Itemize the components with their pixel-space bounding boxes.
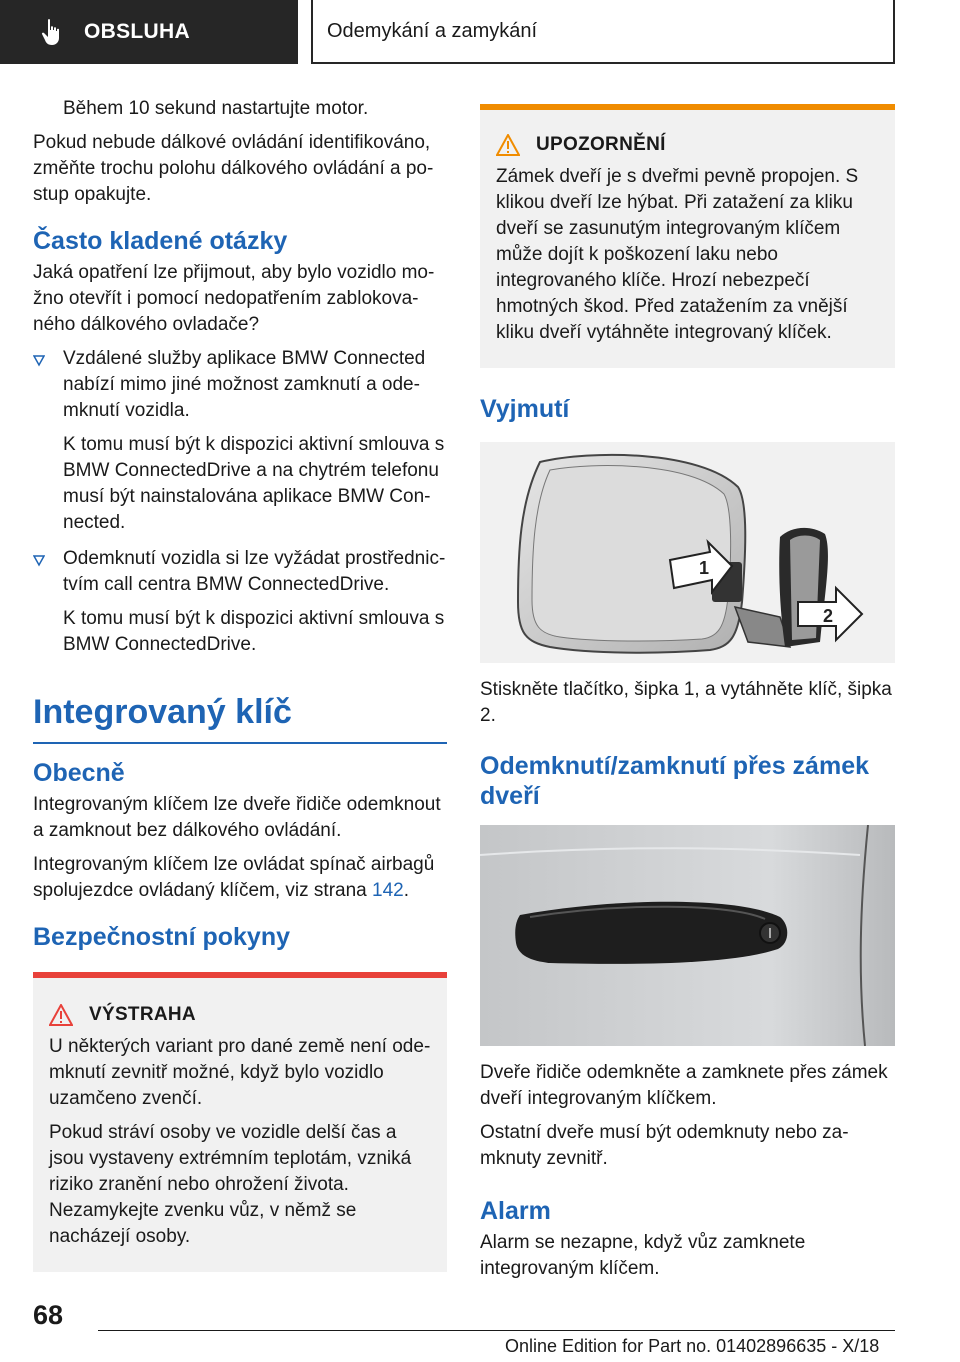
left-column (33, 96, 447, 1272)
caution-box (480, 104, 895, 368)
warning-text-1: U některých variant pro dané země není odemknutí zevnitř možné, když bylo vozidlo uzamčeno zvenčí. (49, 1036, 431, 1109)
faq-heading: Často kladené otázky (33, 227, 288, 255)
warning-box (33, 972, 447, 1272)
arrow-label-2: 2 (823, 606, 834, 626)
warning-title: VÝSTRAHA (89, 1004, 196, 1025)
hand-pointer-icon (40, 18, 66, 46)
alarm-paragraph: Alarm se nezapne, když vůz zamknete integrovaným klíčem. (480, 1232, 806, 1279)
caution-title: UPOZORNĚNÍ (536, 134, 666, 155)
footer-rule (98, 1330, 895, 1331)
edition-text: Online Edition for Part no. 01402896635 - X/18 (505, 1336, 880, 1356)
caution-text: Zámek dveří je s dveřmi pevně propojen. S klikou dveří lze hýbat. Při zatažení za kliku dveří se zasunutým integrovaným klíčem může dojít k poškození laku nebo integrovaného klíče. Hrozí nebezpečí hmotných škod. Před zatažením za vnější kliku dveří vytáhněte integrovaný klíček. (496, 166, 859, 343)
faq-question: Jaká opatření lze přijmout, aby bylo vozidlo možno otevřít i pomocí nedopatřením zablokovaného dálkového ovladače? (33, 262, 435, 335)
door-paragraph-2: Ostatní dveře musí být odemknuty nebo zamknuty zevnitř. (480, 1122, 849, 1169)
bullet-item (33, 346, 447, 544)
paragraph-start-engine: Během 10 sekund nastartujte motor. (63, 98, 369, 119)
door-handle-illustration (480, 825, 895, 1046)
right-column (480, 96, 895, 1290)
door-paragraph-1: Dveře řidiče odemkněte a zamknete přes zámek dveří integrovaným klíčkem. (480, 1062, 888, 1109)
chapter-tab (311, 0, 895, 64)
caution-triangle-icon (496, 134, 520, 156)
bullet-text: Vzdálené služby aplikace BMW Connected nabízí mimo jiné možnost zamknutí a odemknutí vozidla. (63, 348, 426, 421)
section-label: OBSLUHA (84, 20, 190, 43)
general-heading: Obecně (33, 759, 125, 787)
section-tab (0, 0, 298, 64)
removal-heading: Vyjmutí (480, 395, 570, 423)
door-lock-heading: Odemknutí/zamknutí přes zámek dveří (480, 752, 870, 810)
integrated-key-heading: Integrovaný klíč (33, 693, 292, 731)
warning-triangle-icon (49, 1004, 73, 1026)
safety-heading: Bezpečnostní pokyny (33, 923, 290, 951)
key-illustration (480, 442, 895, 663)
bullet-subtext: K tomu musí být k dispozici aktivní smlouva s BMW ConnectedDrive a na chytrém telefonu musí být nainstalována aplikace BMW Connected. (63, 434, 445, 533)
door-handle-image (480, 825, 895, 1046)
page-link[interactable]: 142 (372, 880, 404, 901)
triangle-bullet-icon (33, 355, 45, 367)
paragraph-retry: Pokud nebude dálkové ovládání identifikováno, změňte trochu polohu dálkového ovládání a postup opakujte. (33, 132, 434, 205)
chapter-title: Odemykání a zamykání (327, 19, 538, 42)
bullet-subtext: K tomu musí být k dispozici aktivní smlouva s BMW ConnectedDrive. (63, 608, 445, 655)
key-removal-illustration (480, 442, 895, 663)
triangle-bullet-icon (33, 555, 45, 567)
bullet-item (33, 546, 447, 666)
arrow-label-1: 1 (699, 558, 710, 578)
paragraph-general-2: Integrovaným klíčem lze ovládat spínač airbagů spolujezdce ovládaný klíčem, viz strana 142. (33, 854, 435, 901)
bullet-text: Odemknutí vozidla si lze vyžádat prostřednictvím call centra BMW ConnectedDrive. (63, 548, 446, 595)
removal-caption: Stiskněte tlačítko, šipka 1, a vytáhněte klíč, šipka 2. (480, 679, 892, 726)
page-number: 68 (33, 1300, 64, 1330)
paragraph-general-1: Integrovaným klíčem lze dveře řidiče odemknout a zamknout bez dálkového ovládání. (33, 794, 441, 841)
alarm-heading: Alarm (480, 1197, 551, 1225)
warning-text-2: Pokud stráví osoby ve vozidle delší čas a jsou vystaveny extrémním teplotám, vzniká riziko zranění nebo ohrožení života. Nezamykejte zvenku vůz, v němž se nacházejí osoby. (49, 1122, 412, 1247)
